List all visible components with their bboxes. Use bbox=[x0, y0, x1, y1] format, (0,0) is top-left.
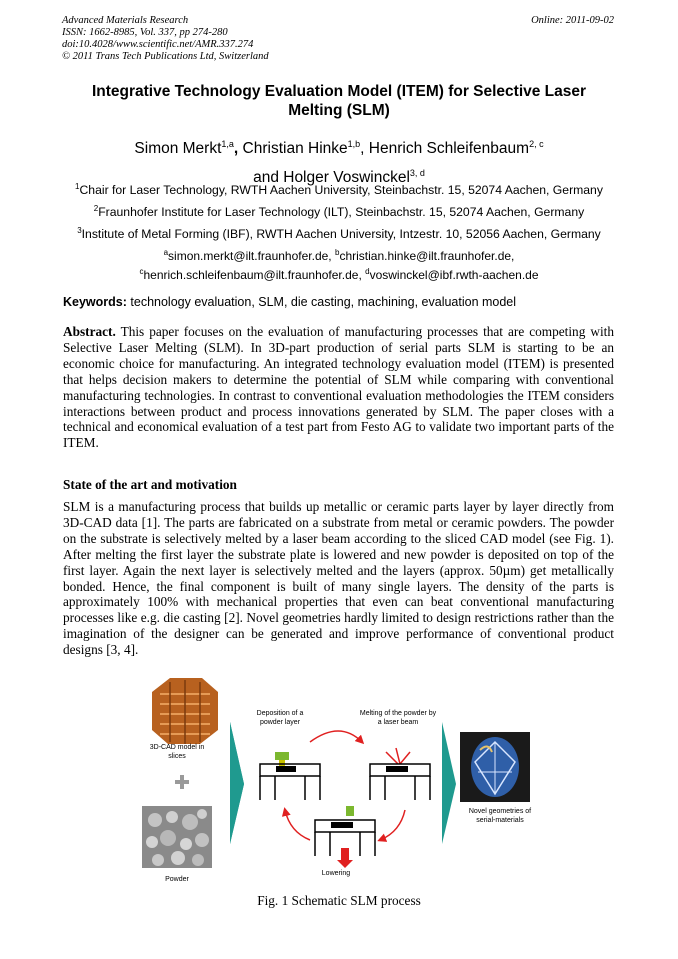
doi: doi:10.4028/www.scientific.net/AMR.337.274 bbox=[62, 39, 254, 50]
issn: ISSN: 1662-8985, Vol. 337, pp 274-280 bbox=[62, 27, 228, 38]
email-a[interactable]: simon.merkt@ilt.fraunhofer.de, bbox=[168, 249, 332, 263]
machine-deposition bbox=[260, 752, 320, 800]
keywords bbox=[63, 295, 516, 309]
keywords-label: Keywords: bbox=[63, 295, 127, 309]
lowering-label: Lowering bbox=[321, 870, 351, 877]
novel-geometry-image bbox=[460, 732, 530, 802]
cad-model-label: 3D-CAD model in slices bbox=[149, 744, 205, 760]
author-list: Simon Merkt$^{1,a}$, Christian Hinke$^{1,b}$, Henrich Schleifenbaum$^{2, c}$ and Holger Voswinckel$^{3, d}$ bbox=[134, 139, 544, 187]
body-paragraph: SLM is a manufacturing process that builds up metallic or ceramic parts layer by layer directly from 3D-CAD data [1]. The parts are fabricated on a substrate from metal or ceramic powders. The powder on the substrate is selectively melted by a laser beam according to the sliced CAD model (see Fig. 1). After melting the first layer the substrate plate is lowered and new powder is deposited on top of the first layer. Again the next layer is selectively melted and the layers (approx. 50µm) get metallically bonded. Hence, the final component is built of many single layers. The density of the parts is approximately 100% with mechanical properties that even can beat conventional manufacturing processes like e.g. die casting [2]. Novel geometries hardly limited to design restrictions rather than the imagination of the designer can be generated and improve performance of conventional product designs [3, 4]. bbox=[63, 499, 614, 658]
title-line-1: Integrative Technology Evaluation Model (ITEM) for Selective Laser bbox=[91, 83, 587, 100]
melting-label: Melting of the powder by a laser beam bbox=[359, 710, 437, 726]
flow-arrow-right bbox=[442, 722, 456, 844]
affiliation-text: Fraunhofer Institute for Laser Technology (ILT), Steinbachstr. 15, 52074 Aachen, Germany bbox=[98, 205, 585, 220]
abstract-label: Abstract. bbox=[63, 324, 116, 339]
machine-melting bbox=[370, 748, 430, 800]
affiliation-sup: 3 bbox=[77, 226, 82, 235]
journal-name: Advanced Materials Research bbox=[62, 15, 189, 26]
email-b[interactable]: christian.hinke@ilt.fraunhofer.de, bbox=[339, 249, 515, 263]
novel-geometry-label: Novel geometries of serial-materials bbox=[468, 808, 532, 824]
keywords-text: technology evaluation, SLM, die casting, machining, evaluation model bbox=[130, 295, 517, 309]
paper-title bbox=[62, 82, 616, 120]
cycle-arrow-left bbox=[285, 810, 310, 840]
machine-lowering bbox=[315, 806, 375, 868]
affiliation-3 bbox=[40, 226, 638, 241]
section-heading: State of the art and motivation bbox=[63, 477, 237, 492]
cad-model-image bbox=[152, 678, 218, 744]
journal-header bbox=[62, 15, 269, 63]
author-2: Christian Hinke bbox=[242, 140, 348, 158]
deposition-label: Deposition of a powder layer bbox=[256, 710, 304, 726]
affiliation-sup: 2 bbox=[93, 204, 99, 213]
figure-slm-process bbox=[130, 672, 550, 887]
cycle-arrow-top bbox=[310, 731, 362, 742]
author-3-sup: 2, c bbox=[529, 139, 544, 149]
author-1-sup: 1,a bbox=[221, 139, 234, 149]
email-c[interactable]: henrich.schleifenbaum@ilt.fraunhofer.de, bbox=[143, 268, 362, 282]
email-d[interactable]: voswinckel@ibf.rwth-aachen.de bbox=[369, 268, 539, 282]
affiliation-text: Institute of Metal Forming (IBF), RWTH Aachen University, Intzestr. 10, 52056 Aachen, Germany bbox=[81, 227, 601, 242]
author-4-sup: 3, d bbox=[409, 168, 425, 179]
affiliation-sup: 1 bbox=[75, 182, 80, 191]
cycle-arrow-right bbox=[380, 810, 405, 840]
abstract bbox=[63, 324, 614, 451]
online-date: Online: 2011-09-02 bbox=[531, 15, 614, 26]
powder-image bbox=[142, 806, 212, 868]
powder-label: Powder bbox=[165, 876, 189, 883]
affiliation-1 bbox=[40, 182, 638, 197]
figure-caption: Fig. 1 Schematic SLM process bbox=[257, 893, 421, 908]
author-4: and Holger Voswinckel bbox=[253, 169, 410, 187]
affiliation-2 bbox=[40, 204, 638, 219]
plus-icon bbox=[175, 775, 189, 789]
author-3: Henrich Schleifenbaum bbox=[368, 140, 530, 158]
figure-diagram bbox=[130, 672, 550, 887]
author-2-sup: 1,b bbox=[347, 139, 361, 149]
copyright: © 2011 Trans Tech Publications Ltd, Switzerland bbox=[62, 51, 269, 62]
affiliation-text: Chair for Laser Technology, RWTH Aachen University, Steinbachstr. 15, 52074 Aachen, Germany bbox=[79, 183, 603, 198]
author-emails: $^a$simon.merkt@ilt.fraunhofer.de, $^b$christian.hinke@ilt.fraunhofer.de, $^c$henrich.schleifenbaum@ilt.fraunhofer.de, $^d$voswinckel@ibf.rwth-aachen.de bbox=[139, 248, 539, 282]
author-1: Simon Merkt bbox=[134, 140, 222, 158]
title-line-2: Melting (SLM) bbox=[288, 102, 390, 119]
abstract-text: This paper focuses on the evaluation of manufacturing processes that are competing with Selective Laser Melting (SLM). In 3D-part production of serial parts SLM is starting to be an economic choice for manufacturing. An integrated technology evaluation model (ITEM) is presented that helps decision makers to determine the potential of SLM while comparing with conventional manufacturing technologies. In contrast to conventional evaluation methodologies the ITEM considers interactions between product and process innovations generated by SLM. The paper closes with a technical and economical evaluation of a test part from Festo AG to validate two important parts of the ITEM. bbox=[63, 324, 614, 451]
